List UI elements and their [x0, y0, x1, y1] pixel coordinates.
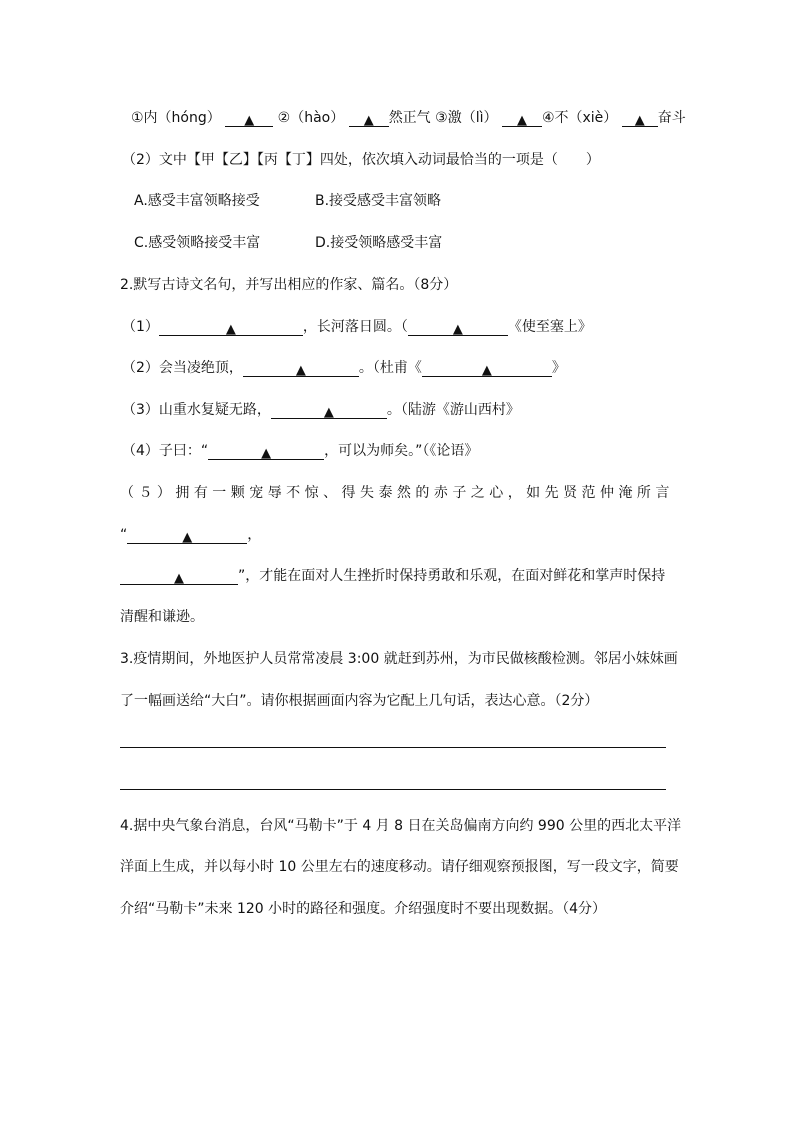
- q2-l2-pre: （2）会当凌绝顶，: [122, 360, 243, 376]
- triangle-icon: ▲: [182, 530, 193, 545]
- option-d[interactable]: D.接受领略感受丰富: [315, 235, 443, 251]
- triangle-icon: ▲: [295, 363, 306, 378]
- q2-line-5: （５）拥有一颗宠辱不惊、得失泰然的赤子之心，如先贤范仲淹所言: [120, 485, 672, 501]
- q2-l1-pre: （1）: [122, 319, 159, 335]
- option-a[interactable]: A.感受丰富领略接受: [134, 193, 260, 209]
- answer-line-2[interactable]: [120, 789, 666, 790]
- pinyin-item-2: ②（hào）: [277, 110, 345, 126]
- q3-line-2: 了一幅画送给“大白”。请你根据画面内容为它配上几句话，表达心意。（2分）: [120, 693, 599, 709]
- triangle-icon: ▲: [516, 113, 527, 128]
- pinyin-item-3: ③激（lì）: [435, 110, 498, 126]
- option-c[interactable]: C.感受领略接受丰富: [134, 235, 261, 251]
- q2-l1-mid: ，长河落日圆。（: [302, 319, 408, 335]
- triangle-icon: ▲: [174, 571, 184, 586]
- triangle-icon: ▲: [363, 113, 374, 128]
- answer-line-1[interactable]: [120, 747, 666, 748]
- q1-2-stem: （2）文中【甲【乙】【丙【丁】四处，依次填入动词最恰当的一项是（ ）: [122, 152, 600, 168]
- answer-blank-q2-3[interactable]: [271, 402, 387, 419]
- q2-l2-mid: 。（杜甫《: [358, 360, 422, 376]
- answer-blank-3[interactable]: [502, 110, 542, 127]
- answer-blank-q2-1a[interactable]: [159, 319, 303, 336]
- pinyin-item-1: ①内（hóng）: [131, 110, 221, 126]
- triangle-icon: ▲: [244, 113, 255, 128]
- triangle-icon: ▲: [261, 446, 272, 461]
- q2-l6-post: ，: [247, 527, 262, 543]
- pinyin-item-4: ④不（xiè）: [541, 110, 618, 126]
- q1-pinyin-line: [131, 108, 686, 128]
- triangle-icon: ▲: [634, 113, 645, 128]
- answer-blank-q2-4[interactable]: [208, 443, 324, 460]
- q2-line-2: [122, 358, 566, 378]
- answer-blank-2[interactable]: [349, 110, 389, 127]
- q2-l3-post: 。（陆游《游山西村》: [386, 402, 520, 418]
- q2-l3-pre: （3）山重水复疑无路，: [122, 402, 271, 418]
- pinyin-item-4-tail: 奋斗: [657, 110, 686, 126]
- answer-blank-q2-2b[interactable]: [422, 360, 552, 377]
- q2-l2-post: 》: [551, 360, 566, 376]
- q2-l4-pre: （4）子曰：“: [122, 443, 209, 459]
- q4-line-1: 4.据中央气象台消息，台风“马勒卡”于 4 月 8 日在关岛偏南方向约 990 公里的西北太平洋: [120, 818, 682, 834]
- triangle-icon: ▲: [323, 405, 334, 420]
- q2-line-3: [122, 400, 520, 420]
- q2-l7-post: ”，才能在面对人生挫折时保持勇敢和乐观，在面对鲜花和掌声时保持: [238, 568, 666, 584]
- q2-line-1: [122, 317, 592, 337]
- q2-l1-post: 《使至塞上》: [507, 319, 592, 335]
- q4-line-3: 介绍“马勒卡”未来 120 小时的路径和强度。介绍强度时不要出现数据。（4分）: [120, 901, 607, 917]
- answer-blank-q2-1b[interactable]: [408, 319, 508, 336]
- q4-line-2: 洋面上生成，并以每小时 10 公里左右的速度移动。请仔细观察预报图，写一段文字，简要: [120, 859, 679, 875]
- answer-blank-q2-2a[interactable]: [243, 360, 359, 377]
- answer-blank-q2-5a[interactable]: [127, 527, 247, 544]
- answer-blank-q2-5b[interactable]: [120, 568, 238, 585]
- triangle-icon: ▲: [481, 363, 492, 378]
- q2-title: 2.默写古诗文名句，并写出相应的作家、篇名。（8分）: [120, 277, 458, 293]
- q2-line-8: 清醒和谦逊。: [120, 609, 204, 625]
- q3-line-1: 3.疫情期间，外地医护人员常常凌晨 3:00 就赶到苏州，为市民做核酸检测。邻居小妹妹画: [120, 651, 678, 667]
- triangle-icon: ▲: [225, 322, 236, 337]
- option-b[interactable]: B.接受感受丰富领略: [315, 193, 442, 209]
- triangle-icon: ▲: [452, 322, 463, 337]
- answer-blank-1[interactable]: [225, 110, 273, 127]
- q2-line-7: [120, 566, 665, 586]
- pinyin-item-2-tail: 然正气: [388, 110, 431, 126]
- answer-blank-4[interactable]: [622, 110, 658, 127]
- q2-l4-post: ，可以为师矣。”（《论语》: [324, 443, 479, 459]
- q2-l6-pre: “: [120, 527, 128, 543]
- q2-line-4: [122, 441, 478, 461]
- q2-line-6: [120, 525, 261, 545]
